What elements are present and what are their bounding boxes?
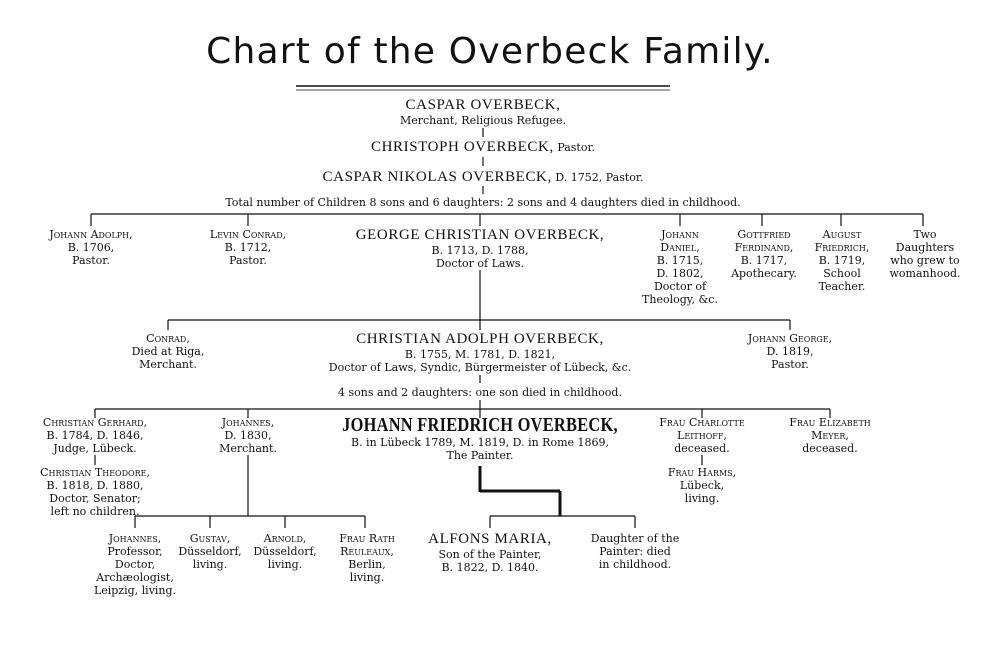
johannes-prof-role-3: Archæologist,	[96, 571, 174, 584]
christian-theodore-name: Christian Theodore,	[40, 466, 150, 479]
johann-daniel	[635, 228, 725, 306]
gottfried-name-1: Gottfried	[737, 228, 791, 241]
frau-charlotte-leithoff	[642, 416, 762, 455]
elizabeth-name-1: Frau Elizabeth	[789, 416, 871, 429]
johannes-name: Johannes,	[221, 416, 275, 429]
children-count-note: Total number of Children 8 sons and 6 daughters: 2 sons and 4 daughters died in childhood.	[225, 196, 741, 209]
alfons-role: Son of the Painter,	[438, 548, 542, 561]
gustav-name: Gustav,	[189, 532, 231, 545]
daughter-line-2: Painter: died	[599, 545, 671, 558]
caspar-nikolas-overbeck	[293, 168, 673, 186]
arnold	[245, 532, 325, 571]
caspar-overbeck	[333, 96, 633, 127]
johannes-prof-name: Johannes,	[108, 532, 162, 545]
elizabeth-name-2: Meyer,	[811, 429, 849, 442]
christian-adolph-role: Doctor of Laws, Syndic, Bürgermeister of Lübeck, &c.	[328, 361, 632, 374]
caspar-nikolas-name: CASPAR NIKOLAS OVERBECK,	[322, 169, 552, 185]
christian-adolph-name: CHRISTIAN ADOLPH OVERBECK,	[356, 331, 604, 347]
gottfried-role: Apothecary.	[731, 267, 797, 280]
johann-daniel-name-1: Johann	[661, 228, 699, 241]
johannes-prof-role-2: Doctor,	[114, 558, 156, 571]
rath-name-1: Frau Rath	[339, 532, 395, 545]
conrad	[113, 332, 223, 371]
levin-conrad-name: Levin Conrad,	[209, 228, 287, 241]
christoph-name: CHRISTOPH OVERBECK,	[370, 139, 554, 155]
gustav-place: Düsseldorf,	[178, 545, 242, 558]
charlotte-status: deceased.	[674, 442, 730, 455]
christian-theodore-note: left no children.	[50, 505, 140, 518]
painter-role: The Painter.	[446, 449, 514, 462]
christian-gerhard	[25, 416, 165, 455]
elizabeth-status: deceased.	[802, 442, 858, 455]
gustav	[170, 532, 250, 571]
johann-george-role: Pastor.	[771, 358, 809, 371]
johannes-role: Merchant.	[219, 442, 277, 455]
gottfried-name-2: Ferdinand,	[734, 241, 794, 254]
two-daughters-line-4: womanhood.	[889, 267, 961, 280]
arnold-status: living.	[267, 558, 303, 571]
johannes-died: D. 1830,	[224, 429, 272, 442]
caspar-name: CASPAR OVERBECK,	[405, 97, 561, 113]
christian-gerhard-role: Judge, Lübeck.	[53, 442, 137, 455]
daughter-line-1: Daughter of the	[590, 532, 680, 545]
frau-rath-reuleaux	[325, 532, 409, 584]
alfons-maria	[410, 530, 570, 574]
christian-gerhard-dates: B. 1784, D. 1846,	[46, 429, 144, 442]
charlotte-name-1: Frau Charlotte	[659, 416, 745, 429]
george-dates: B. 1713, D. 1788,	[431, 244, 529, 257]
gottfried-born: B. 1717,	[740, 254, 788, 267]
johann-george	[735, 332, 845, 371]
august-born: B. 1719,	[818, 254, 866, 267]
charlotte-name-2: Leithoff,	[677, 429, 727, 442]
george-christian-overbeck	[315, 226, 645, 270]
rath-place: Berlin,	[348, 558, 386, 571]
johann-adolph-name: Johann Adolph,	[49, 228, 133, 241]
gustav-status: living.	[192, 558, 228, 571]
august-friedrich	[803, 228, 881, 293]
gottfried-ferdinand	[722, 228, 806, 280]
johannes-prof-place: Leipzig, living.	[93, 584, 177, 597]
conrad-name: Conrad,	[146, 332, 190, 345]
johannes-merchant	[198, 416, 298, 455]
christoph-overbeck	[333, 138, 633, 156]
levin-conrad	[188, 228, 308, 267]
christoph-desc: Pastor.	[557, 141, 596, 154]
johann-adolph-role: Pastor.	[72, 254, 110, 267]
alfons-name: ALFONS MARIA,	[428, 531, 552, 547]
johann-daniel-born: B. 1715,	[656, 254, 704, 267]
levin-conrad-role: Pastor.	[229, 254, 267, 267]
johann-daniel-role-2: Theology, &c.	[642, 293, 718, 306]
august-name-1: August	[822, 228, 862, 241]
johann-friedrich-overbeck	[310, 414, 650, 462]
frau-elizabeth-meyer	[770, 416, 890, 455]
johannes-prof-role-1: Professor,	[107, 545, 163, 558]
harms-status: living.	[684, 492, 720, 505]
johann-adolph-born: B. 1706,	[67, 241, 115, 254]
harms-name: Frau Harms,	[667, 466, 737, 479]
two-daughters-line-2: Daughters	[895, 241, 955, 254]
conrad-role: Merchant.	[139, 358, 197, 371]
caspar-nikolas-desc: D. 1752, Pastor.	[555, 171, 644, 184]
two-daughters	[880, 228, 970, 280]
arnold-place: Düsseldorf,	[253, 545, 317, 558]
christian-theodore	[25, 466, 165, 518]
two-daughters-line-3: who grew to	[890, 254, 960, 267]
christian-adolph-overbeck	[300, 330, 660, 374]
daughter-of-painter	[580, 532, 690, 571]
johann-george-name: Johann George,	[747, 332, 833, 345]
arnold-name: Arnold,	[263, 532, 307, 545]
johann-adolph	[31, 228, 151, 267]
august-name-2: Friedrich,	[814, 241, 870, 254]
levin-conrad-born: B. 1712,	[224, 241, 272, 254]
daughter-line-3: in childhood.	[598, 558, 672, 571]
conrad-died: Died at Riga,	[131, 345, 205, 358]
august-role-1: School	[823, 267, 861, 280]
johann-daniel-name-2: Daniel,	[660, 241, 700, 254]
rath-name-2: Reuleaux,	[340, 545, 394, 558]
painter-dates: B. in Lübeck 1789, M. 1819, D. in Rome 1869,	[350, 436, 610, 449]
painter-name: JOHANN FRIEDRICH OVERBECK,	[342, 414, 618, 436]
george-name: GEORGE CHRISTIAN OVERBECK,	[355, 227, 605, 243]
christian-gerhard-name: Christian Gerhard,	[42, 416, 148, 429]
august-role-2: Teacher.	[818, 280, 866, 293]
christian-theodore-dates: B. 1818, D. 1880,	[46, 479, 144, 492]
johann-daniel-role-1: Doctor of	[653, 280, 707, 293]
christian-theodore-role: Doctor, Senator;	[49, 492, 141, 505]
alfons-dates: B. 1822, D. 1840.	[441, 561, 539, 574]
caspar-desc: Merchant, Religious Refugee.	[399, 114, 567, 127]
frau-harms	[652, 466, 752, 505]
johann-daniel-died: D. 1802,	[656, 267, 704, 280]
christian-adolph-dates: B. 1755, M. 1781, D. 1821,	[404, 348, 556, 361]
two-daughters-line-1: Two	[913, 228, 937, 241]
harms-place: Lübeck,	[679, 479, 725, 492]
chart-title: Chart of the Overbeck Family.	[206, 31, 774, 72]
rath-status: living.	[349, 571, 385, 584]
johann-george-died: D. 1819,	[766, 345, 814, 358]
gen5-children-note: 4 sons and 2 daughters: one son died in childhood.	[338, 386, 622, 399]
george-role: Doctor of Laws.	[435, 257, 524, 270]
